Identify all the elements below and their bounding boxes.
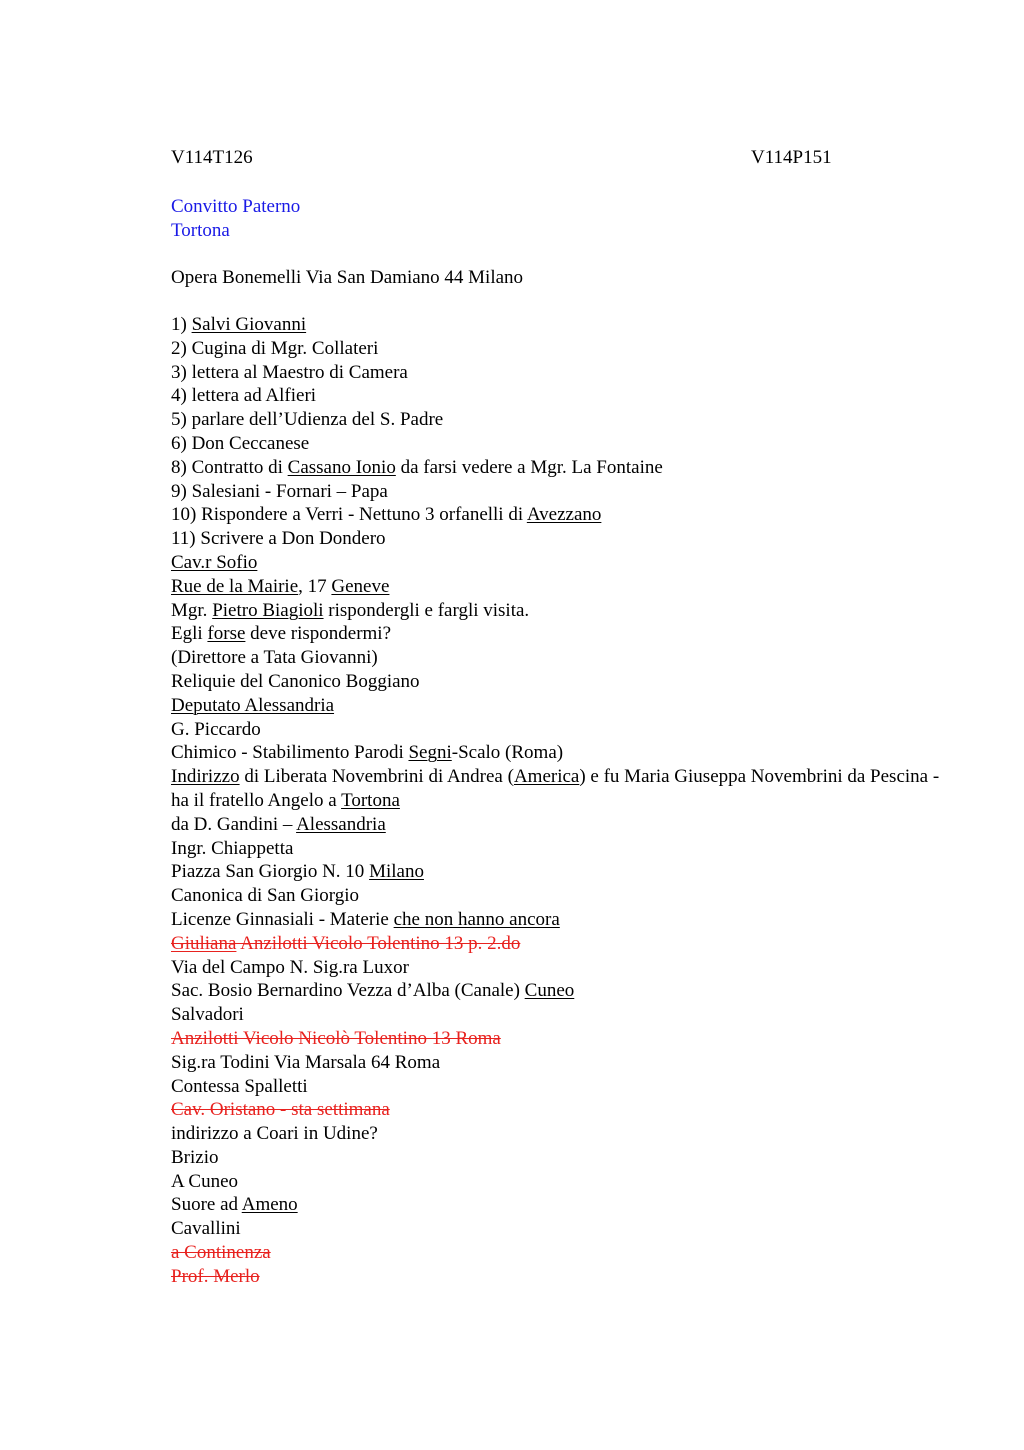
note-9: 9) Salesiani - Fornari – Papa [171, 480, 388, 502]
line-deputato [171, 694, 951, 718]
note-3: 3) lettera al Maestro di Camera [171, 361, 408, 383]
sofio-name: Cav.r Sofio [171, 551, 258, 573]
forse-word: forse [207, 623, 246, 645]
line-bosio [171, 979, 951, 1003]
note-8-name: Cassano Ionio [287, 456, 396, 478]
line-forse [171, 622, 951, 646]
bosio-city: Cuneo [524, 980, 575, 1002]
licenze-prefix: Licenze Ginnasiali - Materie [171, 908, 394, 930]
chimico-suffix: -Scalo (Roma) [451, 742, 564, 764]
note-10 [171, 503, 951, 527]
line-chimico [171, 741, 951, 765]
bosio-prefix: Sac. Bosio Bernardino Vezza d’Alba (Canale) [171, 980, 525, 1002]
heading-line-1: Convitto Paterno [171, 196, 301, 217]
note-11: 11) Scrivere a Don Dondero [171, 528, 386, 550]
deputato-text: Deputato Alessandria [171, 694, 335, 716]
line-piazza [171, 860, 951, 884]
line-indirizzo [171, 765, 951, 813]
gandini-prefix: da D. Gandini – [171, 813, 297, 835]
line-continenza-deleted: a Continenza [171, 1242, 271, 1264]
line-giuliana-deleted [171, 932, 951, 956]
heading-line-2: Tortona [171, 219, 230, 241]
line-rue [171, 575, 951, 599]
rue-street: Rue de la Mairie [171, 575, 299, 597]
forse-prefix: Egli [171, 623, 208, 645]
note-1 [171, 313, 951, 337]
line-brizio: Brizio [171, 1146, 219, 1168]
suore-place: Ameno [241, 1194, 298, 1216]
note-8 [171, 456, 951, 480]
indirizzo-america: America [513, 766, 580, 788]
address-block [171, 266, 951, 290]
line-acuneo: A Cuneo [171, 1170, 239, 1192]
note-6: 6) Don Ceccanese [171, 432, 310, 454]
document-code-right: V114P151 [751, 147, 832, 168]
line-licenze [171, 908, 951, 932]
note-1-prefix: 1) [171, 314, 192, 335]
rue-city: Geneve [331, 575, 390, 597]
note-5: 5) parlare dell’Udienza del S. Padre [171, 409, 444, 431]
piazza-city: Milano [369, 861, 424, 883]
notes-list [171, 313, 951, 1289]
forse-suffix: deve rispondermi? [245, 623, 392, 645]
biagioli-name: Pietro Biagioli [212, 599, 324, 621]
licenze-underlined: che non hanno ancora [393, 908, 560, 930]
note-8-prefix: 8) Contratto di [171, 456, 288, 478]
chimico-prefix: Chimico - Stabilimento Parodi [171, 742, 409, 764]
line-suore [171, 1193, 951, 1217]
line-merlo-deleted: Prof. Merlo [171, 1265, 260, 1287]
indirizzo-word: Indirizzo [171, 766, 240, 788]
giuliana-name: Giuliana [171, 932, 237, 954]
line-todini: Sig.ra Todini Via Marsala 64 Roma [171, 1051, 441, 1073]
line-reliquie: Reliquie del Canonico Boggiano [171, 670, 420, 692]
heading-block [171, 195, 951, 243]
line-salvadori: Salvadori [171, 1004, 244, 1026]
biagioli-prefix: Mgr. [171, 599, 213, 621]
line-gandini [171, 813, 951, 837]
note-4: 4) lettera ad Alfieri [171, 385, 317, 407]
address-line: Opera Bonemelli Via San Damiano 44 Milano [171, 267, 524, 288]
biagioli-suffix: rispondergli e fargli visita. [323, 599, 530, 621]
document-code-left: V114T126 [171, 147, 253, 168]
note-2: 2) Cugina di Mgr. Collateri [171, 337, 379, 359]
line-oristano-deleted: Cav. Oristano - sta settimana [171, 1099, 390, 1121]
line-direttore: (Direttore a Tata Giovanni) [171, 647, 378, 669]
line-canonica: Canonica di San Giorgio [171, 885, 360, 907]
note-1-name: Salvi Giovanni [191, 314, 307, 335]
giuliana-rest: Anzilotti Vicolo Tolentino 13 p. 2.do [236, 932, 521, 954]
piazza-prefix: Piazza San Giorgio N. 10 [171, 861, 370, 883]
line-cavallini: Cavallini [171, 1218, 241, 1240]
line-coari: indirizzo a Coari in Udine? [171, 1123, 378, 1145]
gandini-place: Alessandria [296, 813, 386, 835]
line-chiappetta: Ingr. Chiappetta [171, 837, 294, 859]
line-biagioli [171, 599, 951, 623]
note-10-prefix: 10) Rispondere a Verri - Nettuno 3 orfanelli di [171, 504, 527, 526]
line-anzilotti-deleted: Anzilotti Vicolo Nicolò Tolentino 13 Roma [171, 1027, 501, 1049]
chimico-place: Segni [408, 742, 452, 764]
note-10-place: Avezzano [526, 504, 602, 526]
rue-mid: , 17 [298, 575, 332, 597]
indirizzo-part1: di Liberata Novembrini di Andrea ( [239, 766, 514, 788]
note-8-suffix: da farsi vedere a Mgr. La Fontaine [395, 456, 663, 478]
suore-prefix: Suore ad [171, 1194, 242, 1216]
line-sofio [171, 551, 951, 575]
indirizzo-tortona: Tortona [341, 789, 400, 811]
line-campo: Via del Campo N. Sig.ra Luxor [171, 956, 409, 978]
line-piccardo: G. Piccardo [171, 718, 261, 740]
indirizzo-part2: ) e fu Maria Giuseppa Novembrini da Pescina - ha il fratello Angelo a [171, 766, 940, 811]
line-spalletti: Contessa Spalletti [171, 1075, 308, 1097]
